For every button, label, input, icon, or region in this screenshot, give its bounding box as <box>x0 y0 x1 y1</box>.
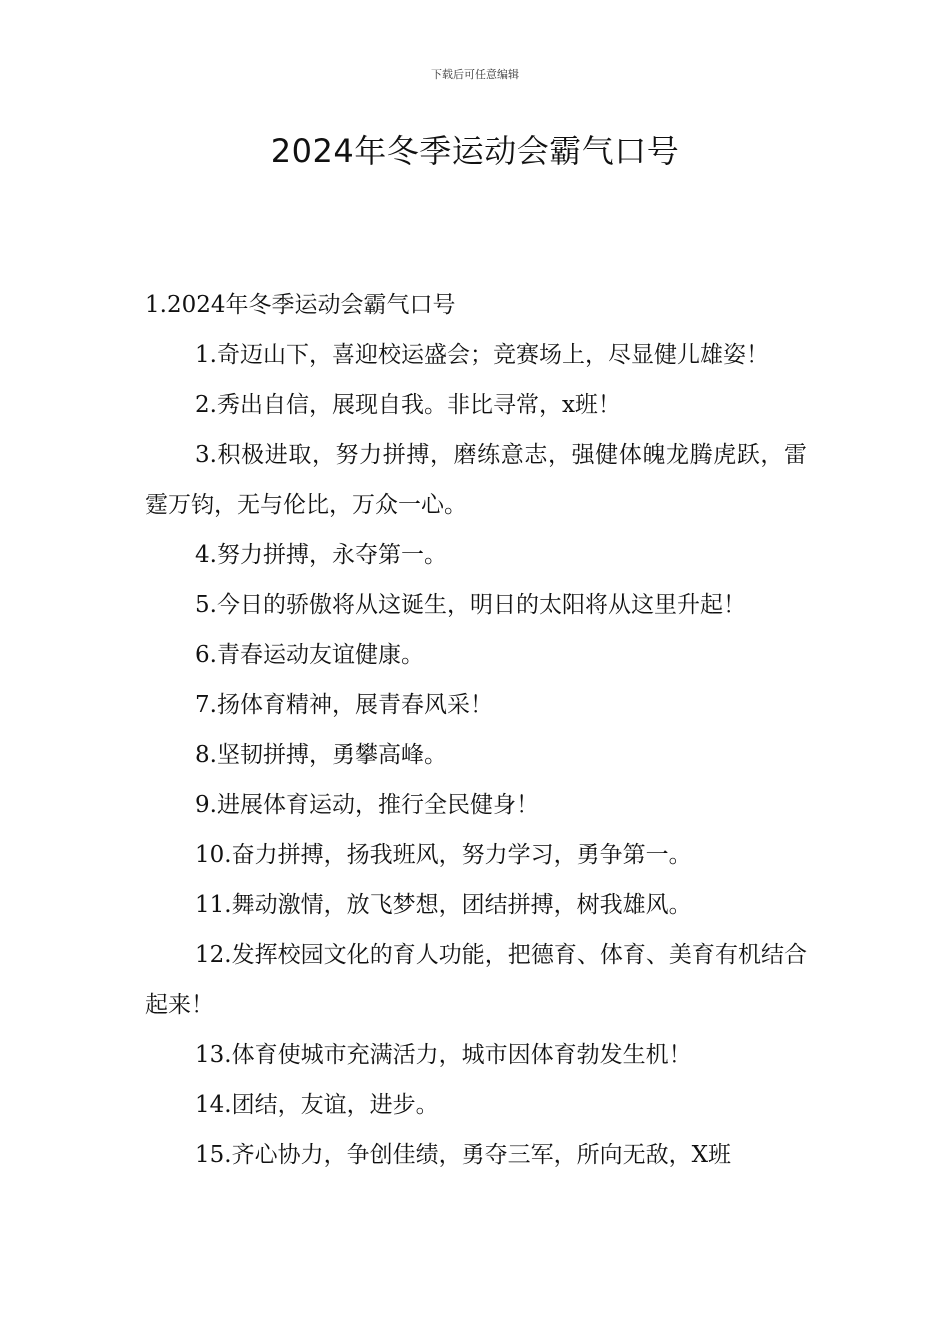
list-item: 10.奋力拼搏，扬我班风，努力学习，勇争第一。 <box>195 842 692 868</box>
list-item: 14.团结，友谊，进步。 <box>195 1092 439 1118</box>
list-item: 5.今日的骄傲将从这诞生，明日的太阳将从这里升起！ <box>195 592 746 618</box>
list-item: 4.努力拼搏，永夺第一。 <box>195 542 447 568</box>
list-item: 8.坚韧拼搏，勇攀高峰。 <box>195 742 447 768</box>
document-body <box>145 280 807 1180</box>
list-item: 2.秀出自信，展现自我。非比寻常，x班！ <box>195 392 621 418</box>
list-item: 15.齐心协力，争创佳绩，勇夺三军，所向无敌，X班 <box>195 1142 731 1168</box>
page-title: 2024年冬季运动会霸气口号 <box>270 132 680 170</box>
header-note: 下载后可任意编辑 <box>431 68 519 81</box>
list-item: 9.进展体育运动，推行全民健身！ <box>195 792 539 818</box>
list-item: 3.积极进取，努力拼搏，磨练意志，强健体魄龙腾虎跃，雷霆万钧，无与伦比，万众一心。 <box>145 442 807 518</box>
list-item: 11.舞动激情，放飞梦想，团结拼搏，树我雄风。 <box>195 892 692 918</box>
section-heading: 1.2024年冬季运动会霸气口号 <box>145 292 456 318</box>
list-item: 1.奇迈山下，喜迎校运盛会；竞赛场上，尽显健儿雄姿！ <box>195 342 769 368</box>
list-item: 6.青春运动友谊健康。 <box>195 642 424 668</box>
list-item: 13.体育使城市充满活力，城市因体育勃发生机！ <box>195 1042 692 1068</box>
list-item: 12.发挥校园文化的育人功能，把德育、体育、美育有机结合起来！ <box>145 942 807 1018</box>
list-item: 7.扬体育精神，展青春风采！ <box>195 692 493 718</box>
